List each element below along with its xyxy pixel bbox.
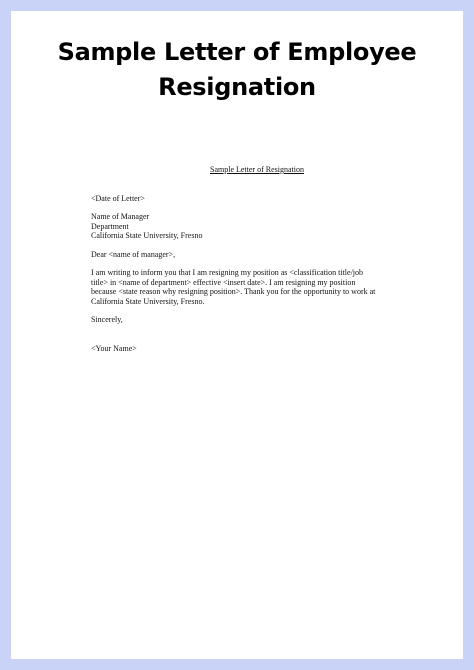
- recipient-address: [91, 212, 411, 241]
- body-line: because <state reason why resigning position>. Thank you for the opportunity to work at: [91, 287, 376, 296]
- body-line: California State University, Fresno.: [91, 296, 205, 306]
- letter-body: [91, 165, 411, 362]
- salutation-line: Dear <name of manager>,: [91, 249, 176, 259]
- salutation: [91, 250, 411, 260]
- date-line: <Date of Letter>: [91, 193, 145, 203]
- body-line: title> in <name of department> effective <insert date>. I am resigning my position: [91, 277, 356, 287]
- recipient-organization: California State University, Fresno: [91, 231, 203, 240]
- letter-date: [91, 194, 411, 204]
- recipient-name: Name of Manager: [91, 212, 150, 221]
- recipient-department: Department: [91, 221, 129, 231]
- page-title-line-2: Resignation: [158, 73, 316, 101]
- page-title: [11, 35, 463, 105]
- letter-heading: Sample Letter of Resignation: [210, 165, 304, 174]
- signature-line: <Your Name>: [91, 343, 137, 353]
- closing: [91, 315, 411, 325]
- closing-line: Sincerely,: [91, 315, 123, 324]
- body-line: I am writing to inform you that I am resigning my position as <classification title/job: [91, 268, 364, 277]
- body-paragraph: [91, 268, 411, 306]
- page-title-line-1: Sample Letter of Employee: [57, 38, 417, 66]
- signature: [91, 344, 411, 354]
- document-page: [11, 11, 463, 659]
